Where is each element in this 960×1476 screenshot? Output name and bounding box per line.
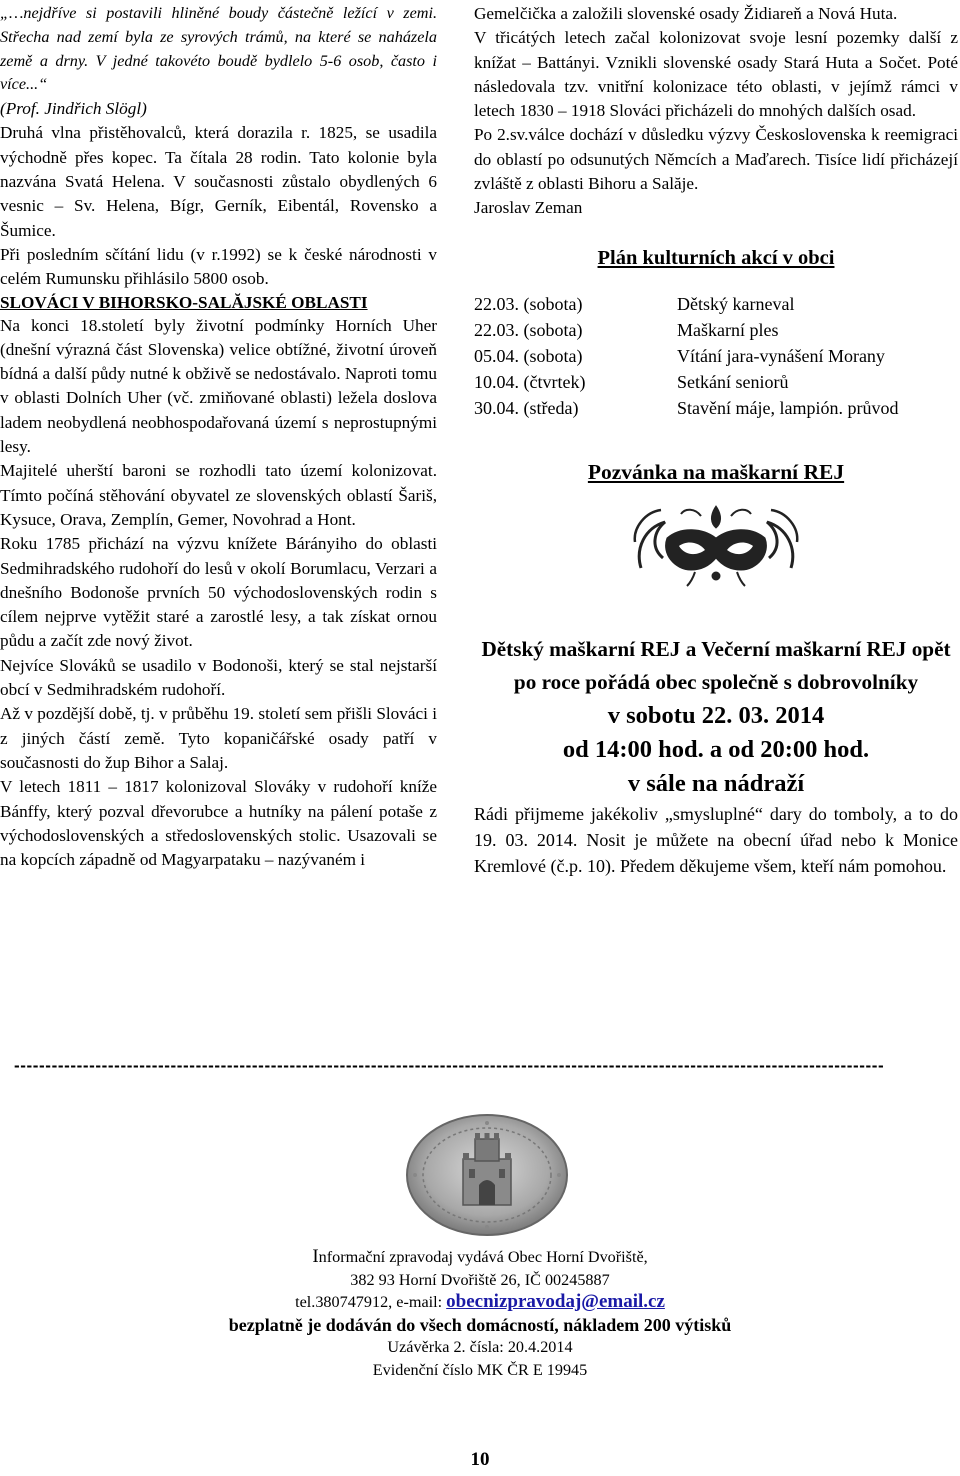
quote-text: „…nejdříve si postavili hliněné boudy částečně ležící v zemi. Střecha nad zemí byla ze syrových trámů, na které se naházela země a drny. V jedné takovéto boudě bydlelo 5-6 osob, často i více...“ — [0, 4, 437, 94]
paragraph-barons: Majitelé uherští baroni se rozhodli tato území kolonizovat. Tímto počíná stěhování obyvatel ze slovenských oblastí Šariš, Kysuce, Orava, Zemplín, Gemer, Novohrad a Hont. — [0, 461, 437, 529]
footer-tel: tel.380747912, e-mail: — [295, 1293, 447, 1311]
events-list — [474, 291, 958, 421]
invite-date: v sobotu 22. 03. 2014 — [607, 701, 825, 729]
footer-contact — [0, 1291, 960, 1314]
events-title: Plán kulturních akcí v obci — [597, 246, 835, 269]
event-name: Maškarní ples — [677, 319, 779, 340]
event-row — [474, 317, 958, 343]
paragraph-second-wave: Druhá vlna přistěhovalců, která dorazila r. 1825, se usadila východně přes kopec. Ta čítala 28 rodin. Tato kolonie byla nazvána Svatá Helena. V současnosti zůstalo obydlených 6 vesnic – Sv. Helena, Bígr, Gerník, Eibentál, Rovensko a Šumice. — [0, 123, 437, 240]
gifts-paragraph: Rádi přijmeme jakékoliv „smysluplné“ dary do tomboly, a to do 19. 03. 2014. Nosit je můžete na obecní úřad nebo k Monice Kremlové (č.p. 10). Předem děkujeme všem, kteří nám pomohou. — [474, 803, 958, 876]
event-row — [474, 343, 958, 369]
footer-publisher-text: nformační zpravodaj vydává Obec Horní Dvořiště, — [318, 1248, 648, 1266]
carnival-mask-icon — [631, 498, 801, 590]
footer-address: 382 93 Horní Dvořiště 26, IČ 00245887 — [350, 1270, 610, 1289]
page-separator: ------------------------------------------------------------------------------------------------------------------------------------------- — [14, 1056, 885, 1075]
event-date: 22.03. (sobota) — [474, 319, 583, 340]
event-date: 10.04. (čtvrtek) — [474, 371, 586, 392]
event-date: 22.03. (sobota) — [474, 293, 583, 314]
village-seal — [403, 1113, 571, 1237]
footer — [0, 1246, 960, 1381]
paragraph-18th-century: Na konci 18.století byly životní podmínky Horních Uher (dnešní výrazná část Slovenska) velice obtížné, životní úroveň bídná a další půdy nutné k obživě se nedostávalo. Naproti tomu v oblasti Dolních Uher (vč. zmiňované oblasti) ležela doslova ladem neobydlená neobhospodařovaná území s neprostupnými lesy. — [0, 315, 437, 457]
event-date: 05.04. (sobota) — [474, 345, 583, 366]
event-name: Dětský karneval — [677, 293, 795, 314]
event-row — [474, 395, 958, 421]
footer-publisher — [0, 1246, 960, 1269]
left-column — [0, 2, 437, 872]
paragraph-1785: Roku 1785 přichází na výzvu knížete Bárányiho do oblasti Sedmihradského rudohoří do lesů v okolí Borumlacu, Verzari a dnešního Bodonoše prvních 50 východoslovenských rodin s cílem nejprve vytěžit staré a zarostlé lesy, a tak získat ornou půdu a začít zde nový život. — [0, 534, 437, 651]
event-row — [474, 369, 958, 395]
paragraph-battanyi: V třicátých letech začal kolonizovat svoje lesní pozemky další z knížat – Battányi. Vznikli slovenské osady Stará Huta a Sočet. Poté následovala tzv. vnitřní kolonizace této oblasti, v jejímž rámci v letech 1830 – 1918 Slováci přicházeli do mnohých dalších osad. — [474, 28, 958, 121]
paragraph-gemelcicka: Gemelčička a založili slovenské osady Židiareň a Nová Huta. — [474, 4, 898, 23]
footer-initial: I — [312, 1246, 319, 1267]
footer-registration: Evidenční číslo MK ČR E 19945 — [372, 1360, 588, 1379]
invite-place: v sále na nádraží — [627, 769, 805, 797]
event-name: Stavění máje, lampión. průvod — [677, 397, 899, 418]
invite-title: Pozvánka na maškarní REJ — [587, 459, 845, 484]
event-name: Setkání seniorů — [677, 371, 789, 392]
paragraph-bodonos: Nejvíce Slováků se usadilo v Bodonoši, který se stal nejstarší obcí v Sedmihradském rudohoří. — [0, 655, 437, 700]
article-author: Jaroslav Zeman — [474, 198, 583, 218]
section-heading-slovaci: SLOVÁCI V BIHORSKO-SALĂJSKÉ OBLASTI — [0, 292, 368, 312]
event-row — [474, 291, 958, 317]
event-date: 30.04. (středa) — [474, 397, 579, 418]
event-name: Vítání jara-vynášení Morany — [677, 345, 885, 366]
quote-author: (Prof. Jindřich Slögl) — [0, 99, 147, 119]
footer-deadline: Uzávěrka 2. čísla: 20.4.2014 — [387, 1338, 573, 1356]
footer-distribution: bezplatně je dodáván do všech domácností, nákladem 200 výtisků — [228, 1314, 732, 1335]
mask-illustration — [474, 498, 958, 588]
paragraph-reemigration: Po 2.sv.válce dochází v důsledku výzvy Československa k reemigraci do oblastí po odsunutých Němcích a Maďarech. Tisíce lidí přicházejí zvláště z oblasti Bihoru a Salăje. — [474, 125, 958, 194]
page-number: 10 — [470, 1449, 490, 1470]
paragraph-census: Při posledním sčítání lidu (v r.1992) se k české národnosti v celém Rumunsku přihlásilo 5800 osob. — [0, 244, 437, 289]
email-link[interactable]: obecnizpravodaj@email.cz — [446, 1291, 665, 1312]
paragraph-banffy: V letech 1811 – 1817 kolonizoval Slováky v rudohoří kníže Bánffy, který pozval dřevorubce a hutníky na pálení potaše z východoslovenských a středoslovenských stolic. Usazovali se na kopcích západně od Magyarpataku – nazývaném i — [0, 777, 437, 870]
paragraph-19th-century: Až v pozdější době, tj. v průběhu 19. století sem přišli Slováci i z jiných částí země. Tyto kopaničářské osady patří v současnosti do žup Bihor a Salaj. — [0, 704, 437, 772]
invite-text: Dětský maškarní REJ a Večerní maškarní REJ opět po roce pořádá obec společně s dobrovolníky — [481, 636, 951, 694]
right-column — [474, 2, 958, 879]
invite-time: od 14:00 hod. a od 20:00 hod. — [562, 735, 870, 763]
seal-icon — [403, 1113, 571, 1237]
